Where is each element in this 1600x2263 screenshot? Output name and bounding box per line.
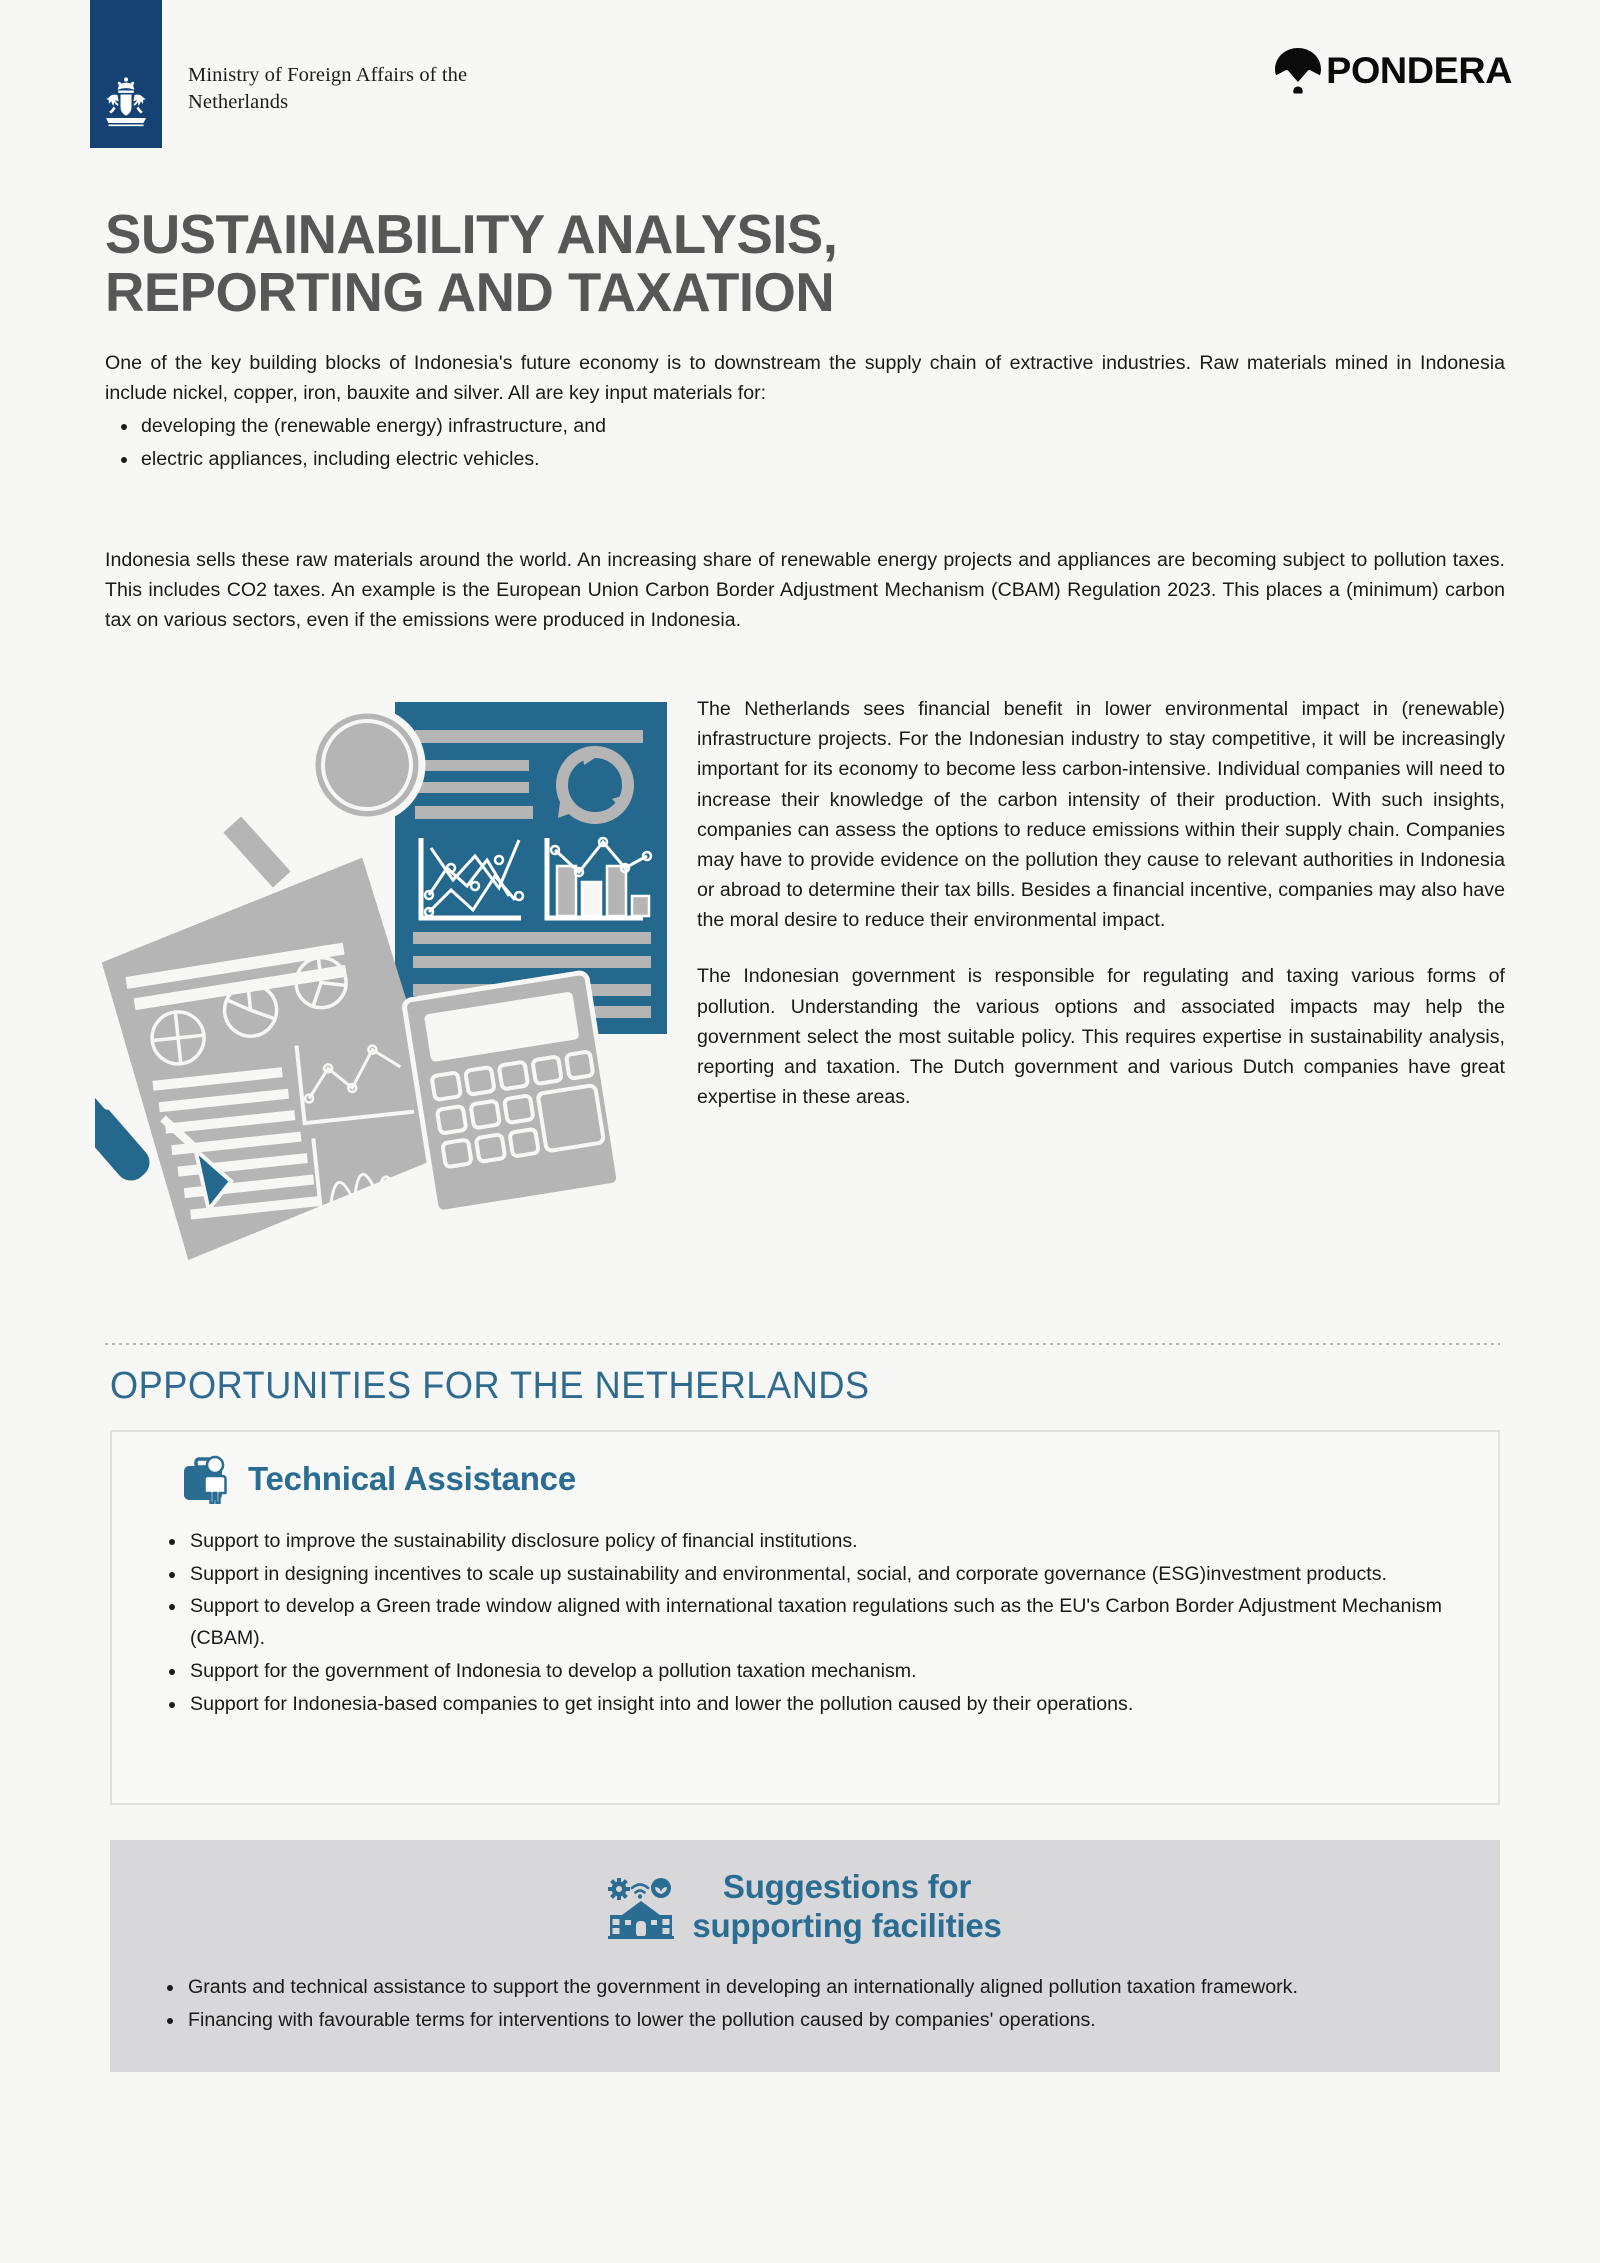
paragraph-two-wrapper bbox=[105, 545, 1505, 636]
supporting-facilities-title-line2: supporting facilities bbox=[692, 1906, 1002, 1944]
ministry-logo bbox=[90, 0, 467, 148]
calculator-icon bbox=[403, 972, 619, 1213]
page-title-line2: REPORTING AND TAXATION bbox=[105, 261, 835, 324]
list-item: Support to develop a Green trade window aligned with international taxation regulations such as the EU's Carbon Border Adjustment Mechanism (CBAM). bbox=[154, 1591, 1468, 1654]
illustration-svg bbox=[95, 690, 675, 1290]
list-item: Support for Indonesia-based companies to get insight into and lower the pollution caused by their operations. bbox=[154, 1689, 1468, 1721]
right-column-text bbox=[697, 694, 1505, 1138]
list-item: Support to improve the sustainability disclosure policy of financial institutions. bbox=[154, 1526, 1468, 1558]
supporting-facilities-title bbox=[692, 1868, 1001, 1946]
list-item: developing the (renewable energy) infrastructure, and bbox=[105, 410, 1505, 443]
supporting-facilities-bullet-list bbox=[152, 1972, 1470, 2036]
intro-bullet-list bbox=[105, 410, 1505, 476]
page-header bbox=[0, 0, 1600, 160]
intro-paragraph: One of the key building blocks of Indonesia's future economy is to downstream the supply chain of extractive industries. Raw materials mined in Indonesia include nickel, copper, iron, bauxite and silver. All are key input materials for: bbox=[105, 352, 1505, 405]
briefcase-person-icon bbox=[182, 1454, 234, 1504]
dutch-coat-of-arms-icon bbox=[98, 74, 154, 136]
supporting-facilities-title-line1: Suggestions for bbox=[722, 1868, 972, 1905]
technical-assistance-header bbox=[182, 1454, 1468, 1504]
supporting-facilities-card bbox=[110, 1840, 1500, 2072]
technical-assistance-card bbox=[110, 1430, 1500, 1805]
smart-factory-building-icon bbox=[608, 1875, 674, 1939]
intro-section bbox=[105, 348, 1505, 476]
pondera-wordmark: PONDERA bbox=[1325, 49, 1512, 91]
ministry-name-line1: Ministry of Foreign Affairs of the bbox=[188, 64, 468, 86]
pondera-logo bbox=[1273, 44, 1510, 96]
technical-assistance-title: Technical Assistance bbox=[248, 1460, 576, 1497]
ministry-logo-bar bbox=[90, 0, 162, 148]
supporting-facilities-header bbox=[140, 1868, 1470, 1946]
technical-assistance-bullet-list bbox=[154, 1526, 1468, 1720]
right-column-paragraph-1: The Netherlands sees financial benefit in lower environmental impact in (renewable) infrastructure projects. For the Indonesian industry to stay competitive, it will be increasingly important for its economy to become less carbon-intensive. Individual companies will need to increase their knowledge of the carbon intensity of their production. With such insights, companies can assess the options to reduce emissions within their supply chain. Companies may have to provide evidence on the pollution they cause to relevant authorities in Indonesia or abroad to determine their tax bills. Besides a financial incentive, companies may also have the moral desire to reduce their environmental impact. bbox=[697, 698, 1505, 932]
page-title bbox=[105, 205, 1214, 322]
magnifying-glass-icon bbox=[220, 710, 422, 890]
page-title-line1: SUSTAINABILITY ANALYSIS, bbox=[105, 203, 838, 265]
list-item: Support for the government of Indonesia to develop a pollution taxation mechanism. bbox=[154, 1656, 1468, 1688]
list-item: electric appliances, including electric vehicles. bbox=[105, 443, 1505, 476]
list-item: Financing with favourable terms for interventions to lower the pollution caused by companies' operations. bbox=[152, 2005, 1470, 2037]
ministry-name-line2: Netherlands bbox=[188, 91, 289, 114]
ministry-name bbox=[188, 62, 467, 116]
sustainability-reporting-illustration bbox=[95, 690, 675, 1290]
opportunities-heading: OPPORTUNITIES FOR THE NETHERLANDS bbox=[110, 1365, 870, 1407]
pondera-paraglider-icon bbox=[1273, 44, 1323, 96]
right-column-paragraph-2: The Indonesian government is responsible for regulating and taxing various forms of pollution. Understanding the various options and associated impacts may help the government select the most suitable policy. This requires expertise in sustainability analysis, reporting and taxation. The Dutch government and various Dutch companies have great expertise in these areas. bbox=[697, 965, 1505, 1109]
list-item: Support in designing incentives to scale up sustainability and environmental, social, and corporate governance (ESG)investment products. bbox=[154, 1559, 1468, 1591]
list-item: Grants and technical assistance to support the government in developing an internationally aligned pollution taxation framework. bbox=[152, 1972, 1470, 2004]
paragraph-two: Indonesia sells these raw materials around the world. An increasing share of renewable energy projects and appliances are becoming subject to pollution taxes. This includes CO2 taxes. An example is the European Union Carbon Border Adjustment Mechanism (CBAM) Regulation 2023. This places a (minimum) carbon tax on various sectors, even if the emissions were produced in Indonesia. bbox=[105, 549, 1505, 632]
section-divider bbox=[105, 1343, 1500, 1345]
